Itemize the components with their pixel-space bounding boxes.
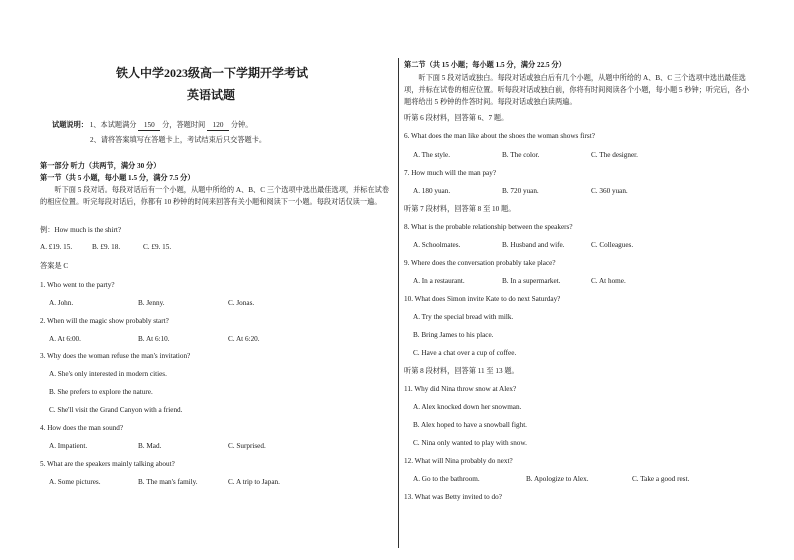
material-6-label: 听第 6 段材料，回答第 6、7 题。: [404, 114, 509, 122]
q10-option-c: C. Have a chat over a cup of coffee.: [413, 349, 517, 357]
q4-option-a: A. Impatient.: [49, 442, 88, 450]
q12-option-c: C. Take a good rest.: [632, 475, 690, 483]
example-option-b: B. £9. 18.: [92, 243, 121, 251]
q9-option-a: A. In a restaurant.: [413, 277, 465, 285]
q2-option-c: C. At 6:20.: [228, 335, 260, 343]
q1-option-c: C. Jonas.: [228, 299, 255, 307]
q5-option-a: A. Some pictures.: [49, 478, 101, 486]
section2-heading: 第二节（共 15 小题；每小题 1.5 分，满分 22.5 分）: [404, 61, 566, 69]
q10-option-a: A. Try the special bread with milk.: [413, 313, 514, 321]
question-4: 4. How does the man sound?: [40, 424, 124, 432]
question-1: 1. Who went to the party?: [40, 281, 115, 289]
q2-option-a: A. At 6:00.: [49, 335, 81, 343]
material-8-label: 听第 8 段材料，回答第 11 至 13 题。: [404, 367, 519, 375]
q6-option-b: B. The color.: [502, 151, 540, 159]
q6-option-c: C. The designer.: [591, 151, 638, 159]
q5-option-c: C. A trip to Japan.: [228, 478, 280, 486]
question-9: 9. Where does the conversation probably take place?: [404, 259, 556, 267]
instructions-text-1a: 1、本试题满分: [89, 121, 137, 129]
q7-option-c: C. 360 yuan.: [591, 187, 628, 195]
part1-heading: 第一部分 听力（共两节，满分 30 分）: [40, 162, 161, 170]
instructions-text-1c: 分钟。: [230, 121, 253, 129]
q5-option-b: B. The man's family.: [138, 478, 198, 486]
instructions-label: 试题说明：: [52, 121, 88, 129]
q3-option-b: B. She prefers to explore the nature.: [49, 388, 153, 396]
question-3: 3. Why does the woman refuse the man's invitation?: [40, 352, 191, 360]
q9-option-b: B. In a supermarket.: [502, 277, 561, 285]
q1-option-b: B. Jenny.: [138, 299, 165, 307]
question-10: 10. What does Simon invite Kate to do next Saturday?: [404, 295, 561, 303]
q8-option-a: A. Schoolmates.: [413, 241, 461, 249]
example-answer: 答案是 C: [40, 262, 69, 270]
material-7-label: 听第 7 段材料，回答第 8 至 10 题。: [404, 205, 516, 213]
question-5: 5. What are the speakers mainly talking about?: [40, 460, 175, 468]
question-8: 8. What is the probable relationship between the speakers?: [404, 223, 573, 231]
q4-option-c: C. Surprised.: [228, 442, 266, 450]
q12-option-b: B. Apologize to Alex.: [526, 475, 589, 483]
q8-option-b: B. Husband and wife.: [502, 241, 565, 249]
q6-option-a: A. The style.: [413, 151, 450, 159]
question-13: 13. What was Betty invited to do?: [404, 493, 502, 501]
q10-option-b: B. Bring James to his place.: [413, 331, 494, 339]
section1-directions: 听下面 5 段对话。每段对话后有一个小题，从题中所给的 A、B、C 三个选项中选出最佳选项，并标在试卷的相应位置。听完每段对话后，你都有 10 秒钟的时间来回答有关小题和阅读下一小题。每段对话仅读一遍。: [40, 186, 390, 206]
section1-heading: 第一节（共 5 小题，每小题 1.5 分，满分 7.5 分）: [40, 174, 195, 182]
q3-option-a: A. She's only interested in modern cities.: [49, 370, 167, 378]
q8-option-c: C. Colleagues.: [591, 241, 634, 249]
exam-subtitle: 英语试题: [187, 88, 236, 102]
q11-option-a: A. Alex knocked down her snowman.: [413, 403, 522, 411]
question-11: 11. Why did Nina throw snow at Alex?: [404, 385, 517, 393]
question-6: 6. What does the man like about the shoes the woman shows first?: [404, 132, 595, 140]
question-2: 2. When will the magic show probably start?: [40, 317, 169, 325]
question-12: 12. What will Nina probably do next?: [404, 457, 513, 465]
q7-option-a: A. 180 yuan.: [413, 187, 451, 195]
q2-option-b: B. At 6:10.: [138, 335, 170, 343]
example-option-a: A. £19. 15.: [40, 243, 73, 251]
score-value: 150: [138, 121, 160, 131]
question-7: 7. How much will the man pay?: [404, 169, 497, 177]
q11-option-b: B. Alex hoped to have a snowball fight.: [413, 421, 527, 429]
time-value: 120: [207, 121, 229, 131]
instructions-text-1b: 分，答题时间: [162, 121, 206, 129]
q9-option-c: C. At home.: [591, 277, 626, 285]
instructions-line-2: 2、请将答案填写在答题卡上，考试结束后只交答题卡。: [90, 136, 267, 144]
instructions-line-1: [52, 121, 252, 131]
column-divider: [398, 58, 399, 548]
q3-option-c: C. She'll visit the Grand Canyon with a friend.: [49, 406, 183, 414]
exam-title: 铁人中学2023级高一下学期开学考试: [116, 66, 309, 80]
section2-directions: 听下面 5 段对话或独白。每段对话或独白后有几个小题，从题中所给的 A、B、C 三个选项中选出最佳选项，并标在试卷的相应位置。听每段对话或独白前，你将有时间阅读各个小题，每小题 5 秒钟；听完后，各小题将给出 5 秒钟的作答时间。每段对话或独白读两遍。: [404, 74, 750, 106]
q12-option-a: A. Go to the bathroom.: [413, 475, 480, 483]
example-option-c: C. £9. 15.: [143, 243, 172, 251]
q4-option-b: B. Mad.: [138, 442, 162, 450]
q1-option-a: A. John.: [49, 299, 74, 307]
q11-option-c: C. Nina only wanted to play with snow.: [413, 439, 527, 447]
example-question: 例：How much is the shirt?: [40, 226, 122, 234]
q7-option-b: B. 720 yuan.: [502, 187, 539, 195]
